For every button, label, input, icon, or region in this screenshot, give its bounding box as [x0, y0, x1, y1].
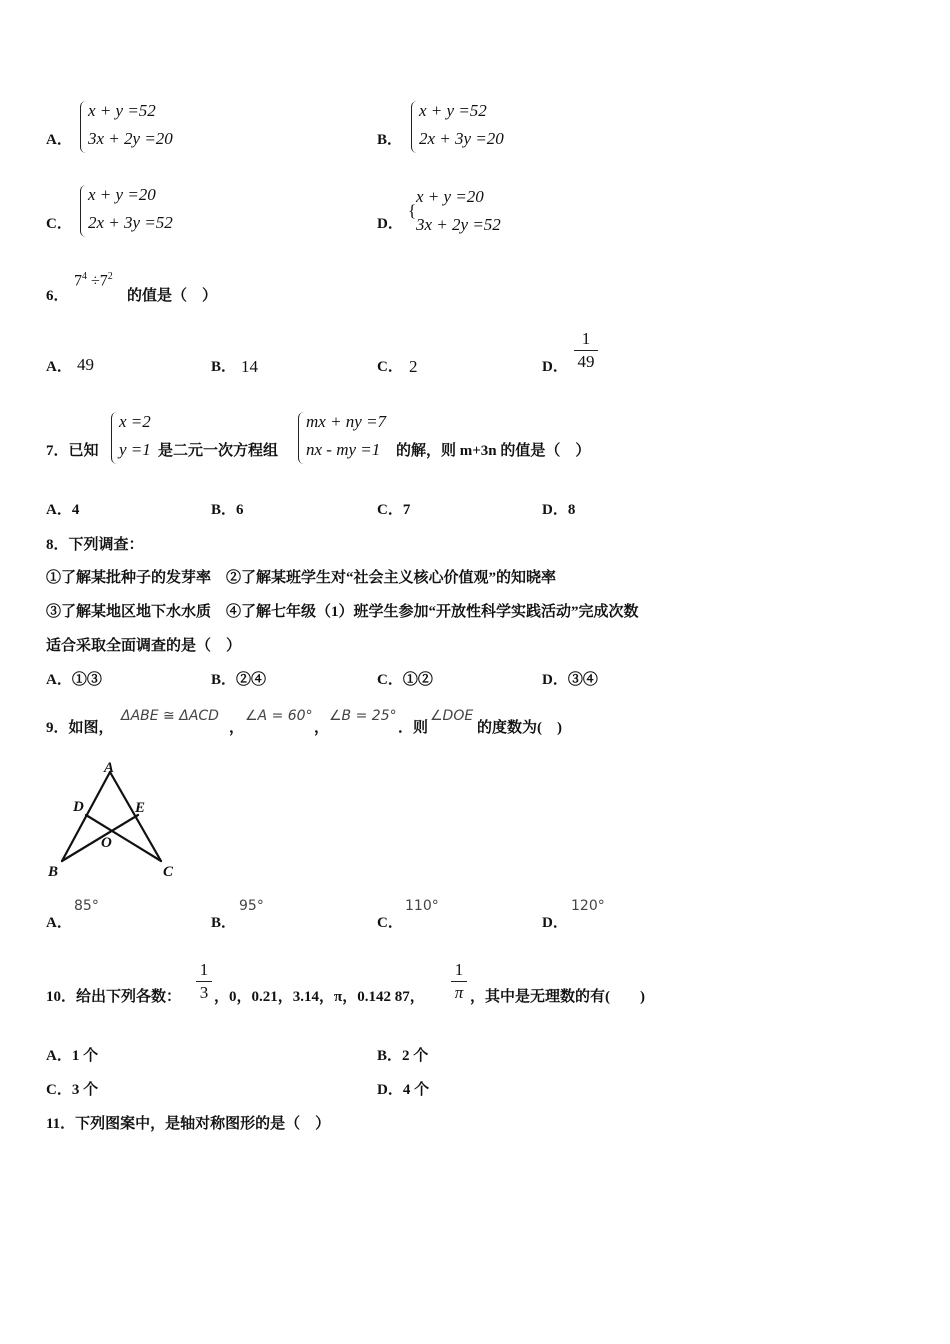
q5-c-eq2: 2x + 3y =52: [88, 213, 173, 232]
q5-d-eq1: x + y =20: [416, 187, 484, 206]
q7-option-c[interactable]: C．7: [377, 502, 411, 518]
label-c: C: [163, 864, 174, 880]
q5-b-eq2: 2x + 3y =20: [419, 129, 504, 148]
q6-option-d-label[interactable]: D．: [542, 359, 568, 375]
label-b: B: [48, 864, 59, 880]
q10-option-b[interactable]: B．2 个: [377, 1048, 429, 1064]
q8-line2: ①了解某批种子的发芽率 ②了解某班学生对“社会主义核心价值观”的知晓率: [46, 570, 557, 586]
line-cd: [86, 815, 161, 861]
q7-mid-text: 是二元一次方程组: [158, 443, 279, 459]
q10-f2-denominator: π: [454, 983, 464, 1002]
q10-option-c[interactable]: C．3 个: [46, 1082, 99, 1098]
q8-line4: 适合采取全面调查的是（ ）: [46, 638, 242, 654]
q8-option-c[interactable]: C．①②: [377, 672, 433, 688]
q8-option-a[interactable]: A．①③: [46, 672, 102, 688]
q7-number: 7．已知: [46, 443, 99, 459]
q5-c-eq1: x + y =20: [88, 185, 156, 204]
q5-option-b-label[interactable]: B．: [377, 132, 403, 148]
q5-d-eq2: 3x + 2y =52: [416, 215, 501, 234]
q9-option-d-label[interactable]: D．: [542, 915, 568, 931]
q11-stem: 11．下列图案中，是轴对称图形的是（ ）: [46, 1116, 331, 1132]
q5-option-c-label[interactable]: C．: [46, 216, 72, 232]
q5-d-brace: {: [408, 201, 417, 220]
label-o: O: [101, 835, 112, 851]
q7-sys-eq1: mx + ny =7: [306, 412, 387, 431]
q6-d-denominator: 49: [577, 352, 595, 371]
label-a: A: [104, 760, 115, 776]
q8-line3: ③了解某地区地下水水质 ④了解七年级（1）班学生参加“开放性科学实践活动”完成次数: [46, 604, 639, 620]
q7-sol-eq1: x =2: [119, 412, 151, 431]
q10-f1-denominator: 3: [199, 983, 209, 1002]
q7-sol-eq2: y =1: [119, 440, 151, 459]
q9-option-d-value: 120°: [571, 898, 605, 914]
q9-option-c-label[interactable]: C．: [377, 915, 403, 931]
q9-tail: 的度数为( ): [477, 720, 562, 736]
q9-triangle-figure: [44, 758, 184, 882]
q6-option-a-label[interactable]: A．: [46, 359, 72, 375]
q10-option-a[interactable]: A．1 个: [46, 1048, 99, 1064]
q10-fraction-one-third: [196, 960, 212, 1003]
q9-condition-congruent: ΔABE ≅ ΔACD: [121, 708, 219, 724]
q9-sep2: ，: [314, 720, 330, 736]
q10-option-d[interactable]: D．4 个: [377, 1082, 430, 1098]
q10-f2-numerator: 1: [454, 960, 464, 979]
q10-numbers: ，0，0.21，3.14，π，0.142 87，: [214, 989, 425, 1005]
q7-sys-eq2: nx - my =1: [306, 440, 381, 459]
q6-stem: 的值是（ ）: [127, 288, 218, 304]
q9-condition-angle-b: ∠B = 25°: [329, 708, 397, 724]
q7-option-d[interactable]: D．8: [542, 502, 576, 518]
q8-option-b[interactable]: B．②④: [211, 672, 267, 688]
q5-option-d-label[interactable]: D．: [377, 216, 403, 232]
q9-target-angle: ∠DOE: [430, 708, 474, 724]
q10-f1-numerator: 1: [199, 960, 209, 979]
q6-expression: $7^4 \div 7^2$: [74, 271, 113, 290]
q6-option-b-value: 14: [241, 357, 258, 376]
q7-option-a[interactable]: A．4: [46, 502, 80, 518]
q5-option-a-label[interactable]: A．: [46, 132, 72, 148]
q7-tail: 的解，则 m+3n 的值是（ ）: [396, 443, 591, 459]
q9-option-b-value: 95°: [239, 898, 264, 914]
q6-option-c-value: 2: [409, 357, 418, 376]
q8-line1: 8．下列调查：: [46, 537, 144, 553]
q5-a-eq2: 3x + 2y =20: [88, 129, 173, 148]
q9-option-a-value: 85°: [74, 898, 99, 914]
q9-prefix: 9．如图，: [46, 720, 114, 736]
q6-d-numerator: 1: [581, 329, 591, 348]
q9-option-c-value: 110°: [405, 898, 439, 914]
q6-option-c-label[interactable]: C．: [377, 359, 403, 375]
q9-condition-angle-a: ∠A = 60°: [245, 708, 313, 724]
q9-option-a-label[interactable]: A．: [46, 915, 72, 931]
q6-option-a-value: 49: [77, 355, 94, 374]
q6-number: 6．: [46, 288, 69, 304]
q5-b-eq1: x + y =52: [419, 101, 487, 120]
q9-sep3: ．则: [398, 720, 429, 736]
q10-fraction-one-over-pi: [451, 960, 467, 1003]
q9-option-b-label[interactable]: B．: [211, 915, 237, 931]
label-e: E: [135, 800, 146, 816]
q5-a-eq1: x + y =52: [88, 101, 156, 120]
q7-option-b[interactable]: B．6: [211, 502, 244, 518]
q6-option-b-label[interactable]: B．: [211, 359, 237, 375]
q10-prefix: 10．给出下列各数：: [46, 989, 182, 1005]
q10-tail: ，其中是无理数的有( ): [470, 989, 645, 1005]
label-d: D: [73, 799, 84, 815]
q9-sep1: ，: [229, 720, 245, 736]
q6-option-d-fraction: [574, 329, 598, 372]
q8-option-d[interactable]: D．③④: [542, 672, 598, 688]
